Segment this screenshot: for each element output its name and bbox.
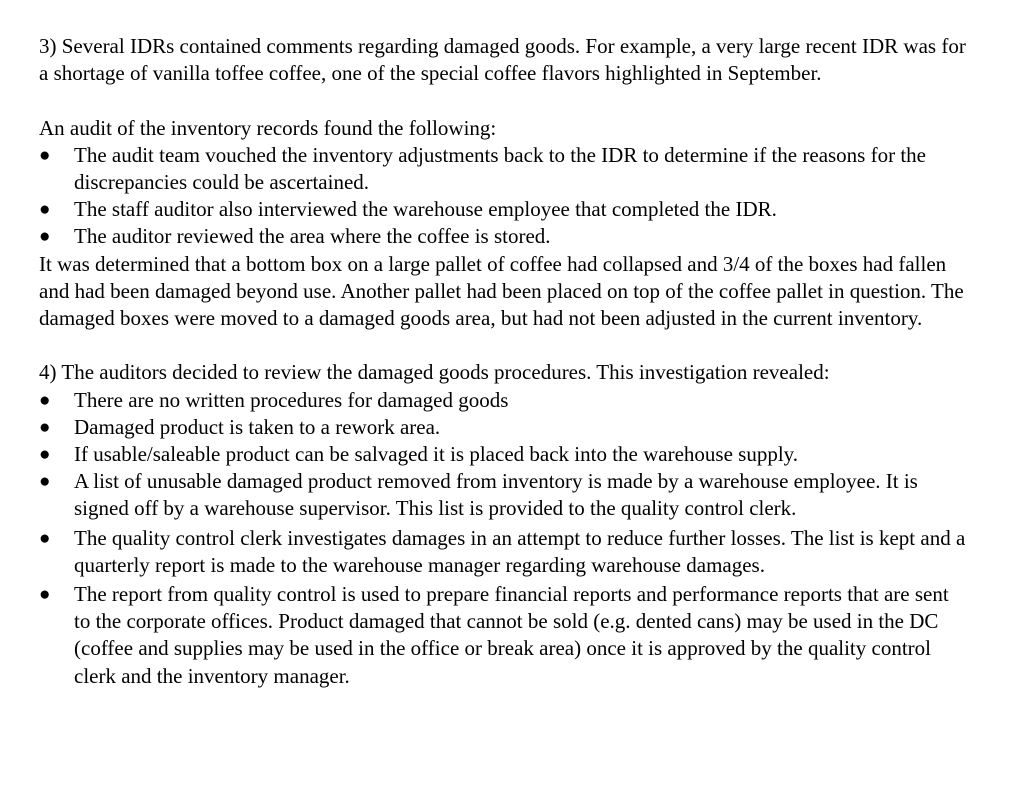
list-item [39, 387, 969, 414]
paragraph-gap [39, 332, 969, 359]
audit-lead: An audit of the inventory records found the following: [39, 115, 497, 140]
list-item [39, 468, 969, 524]
damaged-goods-findings-list [39, 387, 969, 690]
section-4-intro: 4) The auditors decided to review the damaged goods procedures. This investigation revealed: [39, 360, 830, 385]
list-item [39, 581, 969, 690]
determination-paragraph: It was determined that a bottom box on a large pallet of coffee had collapsed and 3/4 of the boxes had fallen and had been damaged beyond use. Another pallet had been placed on top of the coffee pallet in question. The damaged boxes were moved to a damaged goods area, but had not been adjusted in the current inventory. [39, 251, 964, 331]
list-item-text: The report from quality control is used to prepare financial reports and performance reports that are sent to the corporate offices. Product damaged that cannot be sold (e.g. dented cans) may be used in the DC (coffee and supplies may be used in the office or break area) once it is approved by the quality control clerk and the inventory manager. [74, 582, 949, 688]
list-item-text: The auditor reviewed the area where the coffee is stored. [74, 224, 551, 249]
list-item [39, 196, 969, 223]
bullet-icon: ● [39, 226, 51, 248]
list-item-text: There are no written procedures for damaged goods [74, 387, 509, 412]
bullet-icon: ● [39, 389, 51, 411]
bullet-icon: ● [39, 584, 51, 606]
paragraph-gap [39, 87, 969, 114]
list-item [39, 441, 969, 468]
list-item [39, 414, 969, 441]
list-item [39, 525, 969, 581]
section-3-intro: 3) Several IDRs contained comments regarding damaged goods. For example, a very large recent IDR was for a shortage of vanilla toffee coffee, one of the special coffee flavors highlighted in September. [39, 34, 966, 86]
list-item [39, 223, 969, 250]
list-item-text: A list of unusable damaged product removed from inventory is made by a warehouse employee. It is signed off by a warehouse supervisor. This list is provided to the quality control clerk. [74, 469, 918, 521]
bullet-icon: ● [39, 144, 51, 166]
audit-findings-list [39, 142, 969, 251]
bullet-icon: ● [39, 444, 51, 466]
bullet-icon: ● [39, 199, 51, 221]
document-body [39, 33, 969, 690]
list-item-text: The quality control clerk investigates damages in an attempt to reduce further losses. The list is kept and a quarterly report is made to the warehouse manager regarding warehouse damages. [74, 525, 966, 577]
list-item-text: If usable/saleable product can be salvaged it is placed back into the warehouse supply. [74, 442, 799, 467]
list-item-text: The staff auditor also interviewed the warehouse employee that completed the IDR. [74, 197, 777, 222]
list-item-text: Damaged product is taken to a rework area. [74, 414, 441, 439]
list-item-text: The audit team vouched the inventory adjustments back to the IDR to determine if the reasons for the discrepancies could be ascertained. [74, 142, 926, 194]
bullet-icon: ● [39, 416, 51, 438]
bullet-icon: ● [39, 471, 51, 493]
list-item [39, 142, 969, 196]
bullet-icon: ● [39, 527, 51, 549]
